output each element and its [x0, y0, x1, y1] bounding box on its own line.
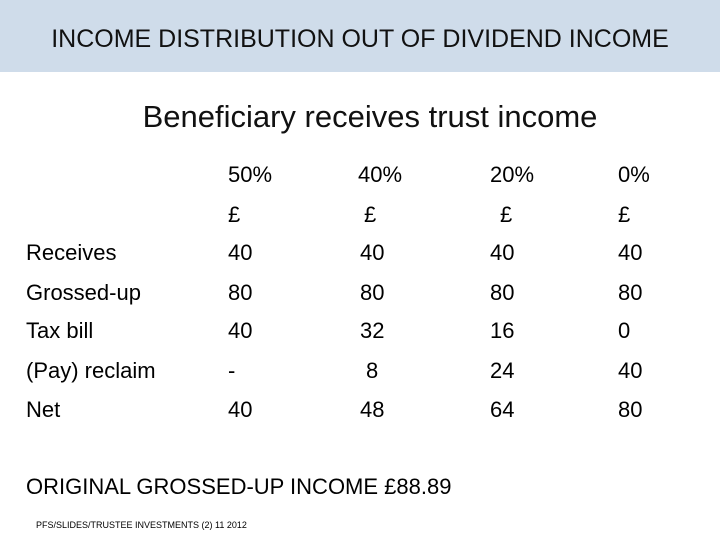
cell-grossed-up-3: 80: [490, 280, 515, 305]
currency-2: £: [364, 202, 377, 227]
slide-footnote: PFS/SLIDES/TRUSTEE INVESTMENTS (2) 11 2012: [36, 520, 247, 530]
cell-pay-reclaim-4: 40: [618, 358, 643, 383]
cell-pay-reclaim-1: -: [228, 358, 236, 383]
cell-tax-bill-3: 16: [490, 318, 515, 343]
rate-header-2: 40%: [358, 162, 403, 187]
row-label-pay-reclaim: (Pay) reclaim: [26, 358, 156, 383]
cell-grossed-up-4: 80: [618, 280, 643, 305]
cell-net-3: 64: [490, 397, 515, 422]
cell-receives-4: 40: [618, 240, 643, 265]
cell-net-2: 48: [360, 397, 385, 422]
cell-tax-bill-2: 32: [360, 318, 385, 343]
rate-header-1: 50%: [228, 162, 273, 187]
slide-subtitle: Beneficiary receives trust income: [142, 99, 598, 134]
currency-3: £: [500, 202, 513, 227]
cell-receives-2: 40: [360, 240, 385, 265]
cell-tax-bill-1: 40: [228, 318, 253, 343]
cell-grossed-up-1: 80: [228, 280, 253, 305]
row-label-grossed-up: Grossed-up: [26, 280, 141, 305]
currency-4: £: [618, 202, 631, 227]
currency-1: £: [228, 202, 241, 227]
cell-receives-1: 40: [228, 240, 253, 265]
cell-net-1: 40: [228, 397, 253, 422]
row-label-net: Net: [26, 397, 61, 422]
rate-header-3: 20%: [490, 162, 535, 187]
slide-title: INCOME DISTRIBUTION OUT OF DIVIDEND INCOME: [51, 25, 669, 53]
cell-grossed-up-2: 80: [360, 280, 385, 305]
row-label-receives: Receives: [26, 240, 117, 265]
cell-pay-reclaim-3: 24: [490, 358, 515, 383]
original-grossed-up-income: ORIGINAL GROSSED-UP INCOME £88.89: [26, 474, 452, 499]
cell-pay-reclaim-2: 8: [366, 358, 379, 383]
row-label-tax-bill: Tax bill: [26, 318, 94, 343]
cell-receives-3: 40: [490, 240, 515, 265]
cell-net-4: 80: [618, 397, 643, 422]
cell-tax-bill-4: 0: [618, 318, 631, 343]
rate-header-4: 0%: [618, 162, 650, 187]
